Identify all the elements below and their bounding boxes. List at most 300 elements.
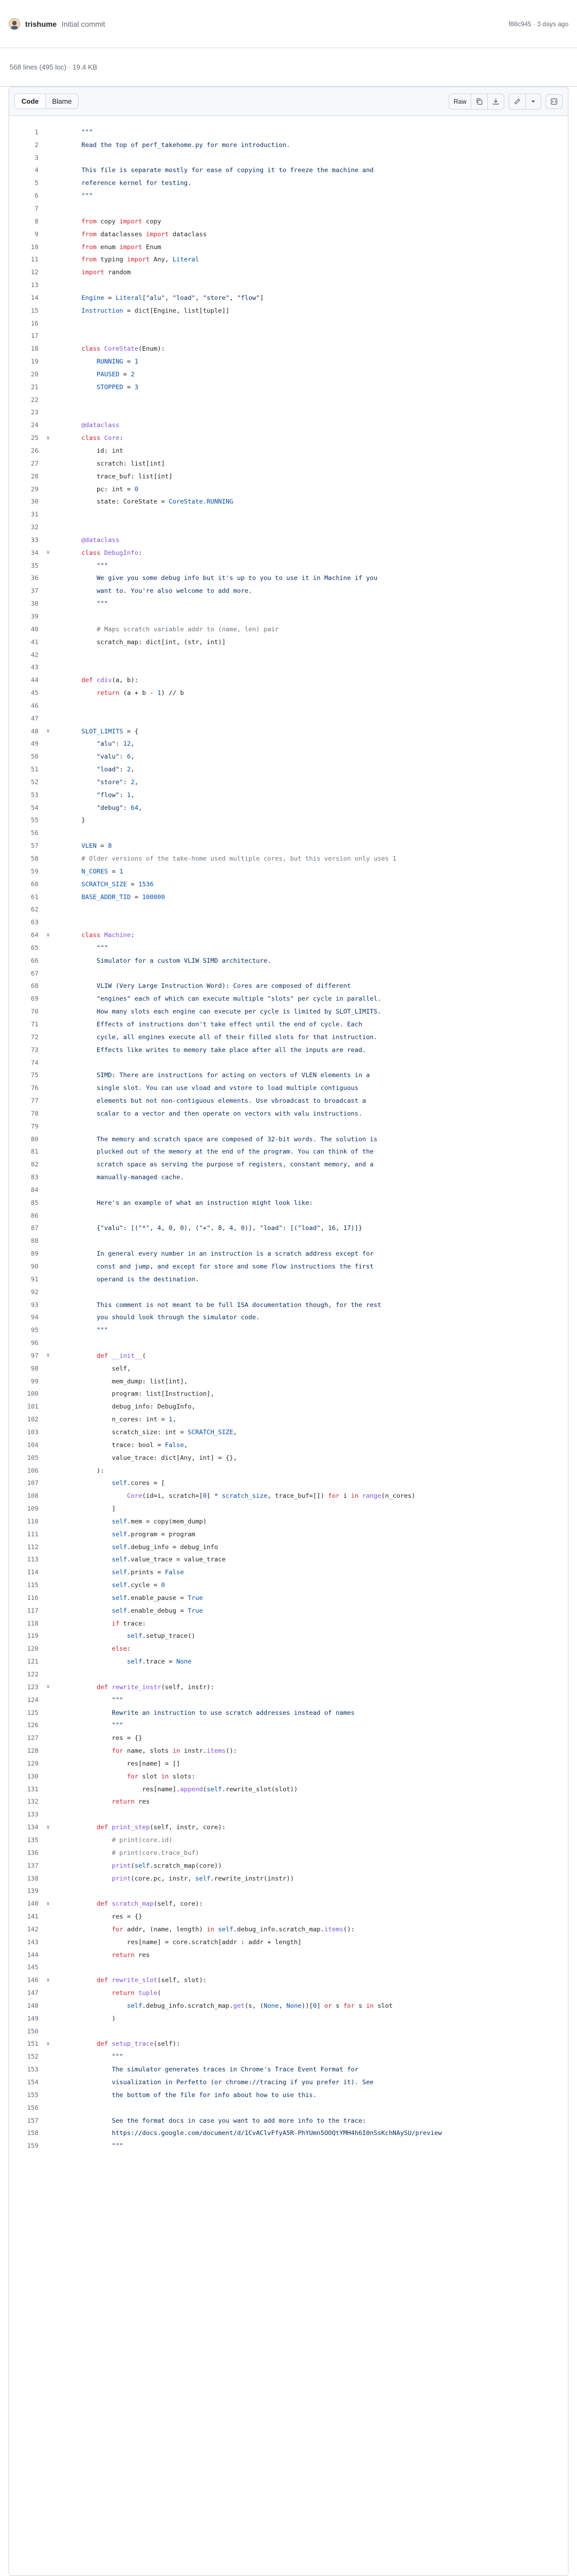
line-number[interactable]: 81: [30, 1148, 38, 1156]
line-number[interactable]: 112: [27, 1543, 38, 1551]
fold-chevron-icon[interactable]: ∨: [46, 1900, 50, 1907]
code-line[interactable]: [9, 1770, 568, 1783]
code-line[interactable]: [9, 814, 568, 827]
line-number[interactable]: 155: [27, 2091, 38, 2099]
line-number[interactable]: 129: [27, 1759, 38, 1767]
code-line[interactable]: [9, 1324, 568, 1336]
line-number[interactable]: 147: [27, 1989, 38, 1997]
line-number[interactable]: 99: [30, 1377, 38, 1385]
line-number[interactable]: 141: [27, 1913, 38, 1921]
tab-blame[interactable]: Blame: [52, 97, 72, 105]
code-line[interactable]: [9, 253, 568, 266]
code-line[interactable]: [9, 1120, 568, 1133]
code-line[interactable]: [9, 1311, 568, 1324]
code-line[interactable]: [9, 776, 568, 788]
line-number[interactable]: 124: [27, 1696, 38, 1704]
code-line[interactable]: [9, 1502, 568, 1515]
code-line[interactable]: [9, 546, 568, 559]
line-number[interactable]: 80: [30, 1135, 38, 1143]
code-line[interactable]: [9, 228, 568, 241]
code-line[interactable]: [9, 1056, 568, 1069]
code-line[interactable]: [9, 852, 568, 865]
code-line[interactable]: [9, 1821, 568, 1834]
code-line[interactable]: [9, 342, 568, 355]
line-number[interactable]: 40: [30, 625, 38, 633]
code-line[interactable]: [9, 138, 568, 151]
code-line[interactable]: [9, 1349, 568, 1362]
line-number[interactable]: 140: [27, 1900, 38, 1908]
line-number[interactable]: 103: [27, 1428, 38, 1436]
code-line[interactable]: [9, 1541, 568, 1553]
code-line[interactable]: [9, 2063, 568, 2076]
line-number[interactable]: 92: [30, 1288, 38, 1296]
line-number[interactable]: 78: [30, 1109, 38, 1117]
code-line[interactable]: [9, 457, 568, 470]
code-line[interactable]: [9, 967, 568, 980]
code-line[interactable]: [9, 1515, 568, 1528]
line-number[interactable]: 46: [30, 701, 38, 709]
code-line[interactable]: [9, 1489, 568, 1502]
code-line[interactable]: [9, 559, 568, 572]
code-line[interactable]: [9, 712, 568, 725]
code-line[interactable]: [9, 317, 568, 330]
line-number[interactable]: 76: [30, 1084, 38, 1092]
line-number[interactable]: 107: [27, 1479, 38, 1487]
line-number[interactable]: 115: [27, 1581, 38, 1589]
code-line[interactable]: [9, 1834, 568, 1846]
code-line[interactable]: [9, 521, 568, 533]
code-line[interactable]: [9, 584, 568, 597]
code-line[interactable]: [9, 1107, 568, 1120]
code-line[interactable]: [9, 533, 568, 546]
code-line[interactable]: [9, 699, 568, 712]
code-line[interactable]: [9, 1961, 568, 1974]
code-line[interactable]: [9, 1859, 568, 1872]
code-line[interactable]: [9, 1553, 568, 1566]
line-number[interactable]: 30: [30, 498, 38, 506]
line-number[interactable]: 71: [30, 1020, 38, 1028]
code-line[interactable]: [9, 992, 568, 1005]
line-number[interactable]: 59: [30, 867, 38, 875]
line-number[interactable]: 110: [27, 1517, 38, 1525]
line-number[interactable]: 16: [30, 319, 38, 327]
code-line[interactable]: [9, 1681, 568, 1693]
line-number[interactable]: 62: [30, 906, 38, 914]
line-number[interactable]: 109: [27, 1505, 38, 1513]
code-line[interactable]: [9, 1642, 568, 1655]
line-number[interactable]: 2: [34, 141, 38, 149]
line-number[interactable]: 125: [27, 1708, 38, 1716]
fold-chevron-icon[interactable]: ∨: [46, 1977, 50, 1983]
code-line[interactable]: [9, 1438, 568, 1451]
code-line[interactable]: [9, 610, 568, 623]
code-line[interactable]: [9, 1018, 568, 1031]
code-line[interactable]: [9, 929, 568, 941]
line-number[interactable]: 122: [27, 1670, 38, 1678]
code-line[interactable]: [9, 1196, 568, 1209]
line-number[interactable]: 79: [30, 1122, 38, 1130]
line-number[interactable]: 123: [27, 1683, 38, 1691]
code-line[interactable]: [9, 2012, 568, 2025]
line-number[interactable]: 65: [30, 943, 38, 952]
code-line[interactable]: [9, 1183, 568, 1196]
code-line[interactable]: [9, 393, 568, 406]
line-number[interactable]: 121: [27, 1658, 38, 1666]
line-number[interactable]: 72: [30, 1033, 38, 1041]
code-line[interactable]: [9, 1846, 568, 1859]
code-line[interactable]: [9, 1719, 568, 1731]
line-number[interactable]: 90: [30, 1263, 38, 1271]
line-number[interactable]: 64: [30, 931, 38, 939]
line-number[interactable]: 97: [30, 1351, 38, 1359]
line-number[interactable]: 111: [27, 1530, 38, 1538]
line-number[interactable]: 145: [27, 1963, 38, 1971]
code-line[interactable]: [9, 431, 568, 444]
code-line[interactable]: [9, 279, 568, 291]
code-line[interactable]: [9, 1566, 568, 1579]
code-line[interactable]: [9, 1094, 568, 1107]
code-line[interactable]: [9, 241, 568, 253]
code-line[interactable]: [9, 2025, 568, 2038]
code-line[interactable]: [9, 801, 568, 814]
line-number[interactable]: 34: [30, 548, 38, 556]
line-number[interactable]: 57: [30, 842, 38, 850]
code-line[interactable]: [9, 826, 568, 839]
code-line[interactable]: [9, 304, 568, 317]
line-number[interactable]: 58: [30, 855, 38, 863]
fold-chevron-icon[interactable]: ∨: [46, 728, 50, 734]
line-number[interactable]: 113: [27, 1556, 38, 1564]
code-line[interactable]: [9, 954, 568, 967]
code-line[interactable]: [9, 1923, 568, 1936]
code-line[interactable]: [9, 1884, 568, 1897]
line-number[interactable]: 86: [30, 1211, 38, 1219]
code-line[interactable]: [9, 1604, 568, 1617]
code-line[interactable]: [9, 1362, 568, 1375]
line-number[interactable]: 66: [30, 956, 38, 964]
line-number[interactable]: 149: [27, 2014, 38, 2022]
line-number[interactable]: 159: [27, 2142, 38, 2150]
code-line[interactable]: [9, 419, 568, 431]
code-line[interactable]: [9, 291, 568, 304]
code-line[interactable]: [9, 1464, 568, 1477]
line-number[interactable]: 74: [30, 1058, 38, 1066]
code-line[interactable]: [9, 572, 568, 585]
line-number[interactable]: 9: [34, 230, 38, 238]
line-number[interactable]: 75: [30, 1071, 38, 1079]
line-number[interactable]: 67: [30, 969, 38, 977]
code-line[interactable]: [9, 1426, 568, 1438]
line-number[interactable]: 136: [27, 1848, 38, 1856]
code-line[interactable]: [9, 2088, 568, 2101]
line-number[interactable]: 134: [27, 1823, 38, 1831]
line-number[interactable]: 135: [27, 1836, 38, 1844]
code-line[interactable]: [9, 1388, 568, 1401]
code-line[interactable]: [9, 1579, 568, 1591]
line-number[interactable]: 95: [30, 1326, 38, 1334]
line-number[interactable]: 19: [30, 358, 38, 366]
code-line[interactable]: [9, 2050, 568, 2063]
code-line[interactable]: [9, 980, 568, 993]
code-line[interactable]: [9, 1081, 568, 1094]
code-line[interactable]: [9, 176, 568, 189]
code-line[interactable]: [9, 215, 568, 228]
line-number[interactable]: 5: [34, 179, 38, 187]
code-line[interactable]: [9, 1133, 568, 1146]
code-line[interactable]: [9, 189, 568, 202]
code-line[interactable]: [9, 916, 568, 929]
code-line[interactable]: [9, 1897, 568, 1910]
line-number[interactable]: 100: [27, 1390, 38, 1398]
line-number[interactable]: 12: [30, 268, 38, 276]
code-line[interactable]: [9, 1974, 568, 1986]
commit-author[interactable]: trishume: [25, 19, 57, 28]
line-number[interactable]: 89: [30, 1250, 38, 1258]
line-number[interactable]: 151: [27, 2040, 38, 2048]
code-line[interactable]: [9, 470, 568, 483]
line-number[interactable]: 102: [27, 1415, 38, 1424]
line-number[interactable]: 27: [30, 459, 38, 467]
more-edit-options-button[interactable]: [526, 94, 541, 109]
line-number[interactable]: 21: [30, 383, 38, 391]
line-number[interactable]: 1: [34, 128, 38, 136]
code-line[interactable]: [9, 151, 568, 164]
line-number[interactable]: 98: [30, 1364, 38, 1372]
code-line[interactable]: [9, 1630, 568, 1643]
line-number[interactable]: 83: [30, 1173, 38, 1181]
line-number[interactable]: 10: [30, 243, 38, 251]
code-line[interactable]: [9, 406, 568, 419]
line-number[interactable]: 60: [30, 880, 38, 888]
line-number[interactable]: 82: [30, 1161, 38, 1169]
line-number[interactable]: 87: [30, 1224, 38, 1232]
line-number[interactable]: 114: [27, 1568, 38, 1576]
line-number[interactable]: 88: [30, 1237, 38, 1245]
code-line[interactable]: [9, 2126, 568, 2139]
line-number[interactable]: 154: [27, 2078, 38, 2086]
code-line[interactable]: [9, 750, 568, 763]
line-number[interactable]: 20: [30, 370, 38, 378]
code-line[interactable]: [9, 1693, 568, 1706]
symbols-panel-button[interactable]: [545, 94, 563, 109]
line-number[interactable]: 31: [30, 510, 38, 519]
line-number[interactable]: 38: [30, 600, 38, 608]
code-line[interactable]: [9, 891, 568, 903]
line-number[interactable]: 33: [30, 536, 38, 544]
code-line[interactable]: [9, 1413, 568, 1426]
line-number[interactable]: 52: [30, 778, 38, 786]
code-line[interactable]: [9, 1451, 568, 1464]
line-number[interactable]: 150: [27, 2027, 38, 2035]
code-line[interactable]: [9, 1872, 568, 1885]
raw-button[interactable]: Raw: [449, 94, 471, 109]
code-line[interactable]: [9, 495, 568, 508]
line-number[interactable]: 24: [30, 421, 38, 429]
code-line[interactable]: [9, 1273, 568, 1286]
code-line[interactable]: [9, 508, 568, 521]
line-number[interactable]: 132: [27, 1798, 38, 1806]
line-number[interactable]: 116: [27, 1593, 38, 1602]
code-line[interactable]: [9, 1655, 568, 1668]
code-line[interactable]: [9, 164, 568, 177]
code-line[interactable]: [9, 266, 568, 279]
line-number[interactable]: 68: [30, 982, 38, 990]
line-number[interactable]: 23: [30, 408, 38, 416]
code-line[interactable]: [9, 686, 568, 699]
code-line[interactable]: [9, 1910, 568, 1923]
line-number[interactable]: 41: [30, 638, 38, 646]
code-line[interactable]: [9, 597, 568, 610]
line-number[interactable]: 14: [30, 293, 38, 301]
line-number[interactable]: 47: [30, 714, 38, 722]
line-number[interactable]: 63: [30, 918, 38, 926]
line-number[interactable]: 48: [30, 727, 38, 735]
code-line[interactable]: [9, 941, 568, 954]
code-line[interactable]: [9, 1936, 568, 1948]
line-number[interactable]: 32: [30, 523, 38, 531]
code-line[interactable]: [9, 725, 568, 738]
line-number[interactable]: 94: [30, 1313, 38, 1321]
line-number[interactable]: 35: [30, 561, 38, 569]
code-line[interactable]: [9, 623, 568, 636]
line-number[interactable]: 108: [27, 1492, 38, 1500]
line-number[interactable]: 128: [27, 1747, 38, 1755]
code-line[interactable]: [9, 1528, 568, 1541]
line-number[interactable]: 37: [30, 587, 38, 595]
line-number[interactable]: 117: [27, 1606, 38, 1614]
line-number[interactable]: 3: [34, 153, 38, 161]
commit-message[interactable]: Initial commit: [61, 19, 105, 28]
line-number[interactable]: 49: [30, 740, 38, 748]
code-line[interactable]: [9, 648, 568, 661]
code-line[interactable]: [9, 444, 568, 457]
code-line[interactable]: [9, 1005, 568, 1018]
code-line[interactable]: [9, 1234, 568, 1247]
line-number[interactable]: 42: [30, 651, 38, 659]
line-number[interactable]: 85: [30, 1198, 38, 1206]
line-number[interactable]: 119: [27, 1632, 38, 1640]
fold-chevron-icon[interactable]: ∨: [46, 1684, 50, 1690]
line-number[interactable]: 101: [27, 1403, 38, 1411]
line-number[interactable]: 39: [30, 612, 38, 620]
copy-raw-button[interactable]: [471, 94, 488, 109]
line-number[interactable]: 26: [30, 447, 38, 455]
line-number[interactable]: 157: [27, 2116, 38, 2124]
line-number[interactable]: 50: [30, 753, 38, 761]
code-line[interactable]: [9, 1591, 568, 1604]
code-line[interactable]: [9, 1999, 568, 2012]
code-line[interactable]: [9, 1247, 568, 1260]
line-number[interactable]: 56: [30, 829, 38, 837]
code-line[interactable]: [9, 483, 568, 496]
fold-chevron-icon[interactable]: ∨: [46, 435, 50, 441]
line-number[interactable]: 55: [30, 816, 38, 824]
line-number[interactable]: 91: [30, 1275, 38, 1283]
code-line[interactable]: [9, 1375, 568, 1388]
line-number[interactable]: 8: [34, 217, 38, 225]
code-line[interactable]: [9, 1986, 568, 1999]
code-line[interactable]: [9, 381, 568, 393]
line-number[interactable]: 6: [34, 192, 38, 200]
code-line[interactable]: [9, 330, 568, 343]
code-line[interactable]: [9, 1286, 568, 1298]
line-number[interactable]: 28: [30, 472, 38, 480]
code-line[interactable]: [9, 2076, 568, 2088]
line-number[interactable]: 53: [30, 791, 38, 799]
code-line[interactable]: [9, 661, 568, 674]
line-number[interactable]: 69: [30, 995, 38, 1003]
edit-button[interactable]: [509, 94, 526, 109]
code-line[interactable]: [9, 1783, 568, 1796]
line-number[interactable]: 7: [34, 204, 38, 212]
code-line[interactable]: [9, 1158, 568, 1171]
fold-chevron-icon[interactable]: ∨: [46, 550, 50, 556]
line-number[interactable]: 84: [30, 1186, 38, 1194]
line-number[interactable]: 61: [30, 893, 38, 901]
line-number[interactable]: 29: [30, 485, 38, 493]
line-number[interactable]: 93: [30, 1301, 38, 1309]
line-number[interactable]: 130: [27, 1772, 38, 1780]
code-line[interactable]: [9, 1146, 568, 1158]
line-number[interactable]: 43: [30, 663, 38, 671]
line-number[interactable]: 152: [27, 2053, 38, 2061]
code-line[interactable]: [9, 878, 568, 891]
line-number[interactable]: 142: [27, 1925, 38, 1933]
code-line[interactable]: [9, 903, 568, 916]
code-line[interactable]: [9, 1948, 568, 1961]
code-line[interactable]: [9, 674, 568, 686]
line-number[interactable]: 144: [27, 1951, 38, 1959]
fold-chevron-icon[interactable]: ∨: [46, 1352, 50, 1359]
code-line[interactable]: [9, 1617, 568, 1630]
line-number[interactable]: 70: [30, 1008, 38, 1016]
code-line[interactable]: [9, 355, 568, 368]
line-number[interactable]: 106: [27, 1466, 38, 1474]
code-line[interactable]: [9, 1400, 568, 1413]
code-line[interactable]: [9, 2101, 568, 2114]
code-line[interactable]: [9, 738, 568, 751]
line-number[interactable]: 105: [27, 1453, 38, 1461]
line-number[interactable]: 73: [30, 1046, 38, 1054]
code-line[interactable]: [9, 1706, 568, 1719]
fold-chevron-icon[interactable]: ∨: [46, 1824, 50, 1830]
code-line[interactable]: [9, 788, 568, 801]
line-number[interactable]: 25: [30, 434, 38, 442]
line-number[interactable]: 146: [27, 1976, 38, 1984]
code-line[interactable]: [9, 1744, 568, 1757]
line-number[interactable]: 127: [27, 1734, 38, 1742]
line-number[interactable]: 77: [30, 1097, 38, 1105]
line-number[interactable]: 138: [27, 1874, 38, 1882]
code-line[interactable]: [9, 1336, 568, 1349]
commit-hash[interactable]: f88c945: [508, 20, 532, 28]
line-number[interactable]: 120: [27, 1645, 38, 1653]
code-line[interactable]: [9, 1209, 568, 1222]
fold-chevron-icon[interactable]: ∨: [46, 2040, 50, 2047]
line-number[interactable]: 126: [27, 1721, 38, 1729]
line-number[interactable]: 45: [30, 689, 38, 697]
code-line[interactable]: [9, 368, 568, 381]
code-line[interactable]: [9, 1476, 568, 1489]
code-line[interactable]: [9, 1796, 568, 1808]
line-number[interactable]: 143: [27, 1938, 38, 1946]
line-number[interactable]: 44: [30, 676, 38, 684]
line-number[interactable]: 36: [30, 574, 38, 582]
code-line[interactable]: [9, 763, 568, 776]
code-line[interactable]: [9, 1668, 568, 1681]
code-line[interactable]: [9, 2139, 568, 2152]
line-number[interactable]: 51: [30, 765, 38, 773]
